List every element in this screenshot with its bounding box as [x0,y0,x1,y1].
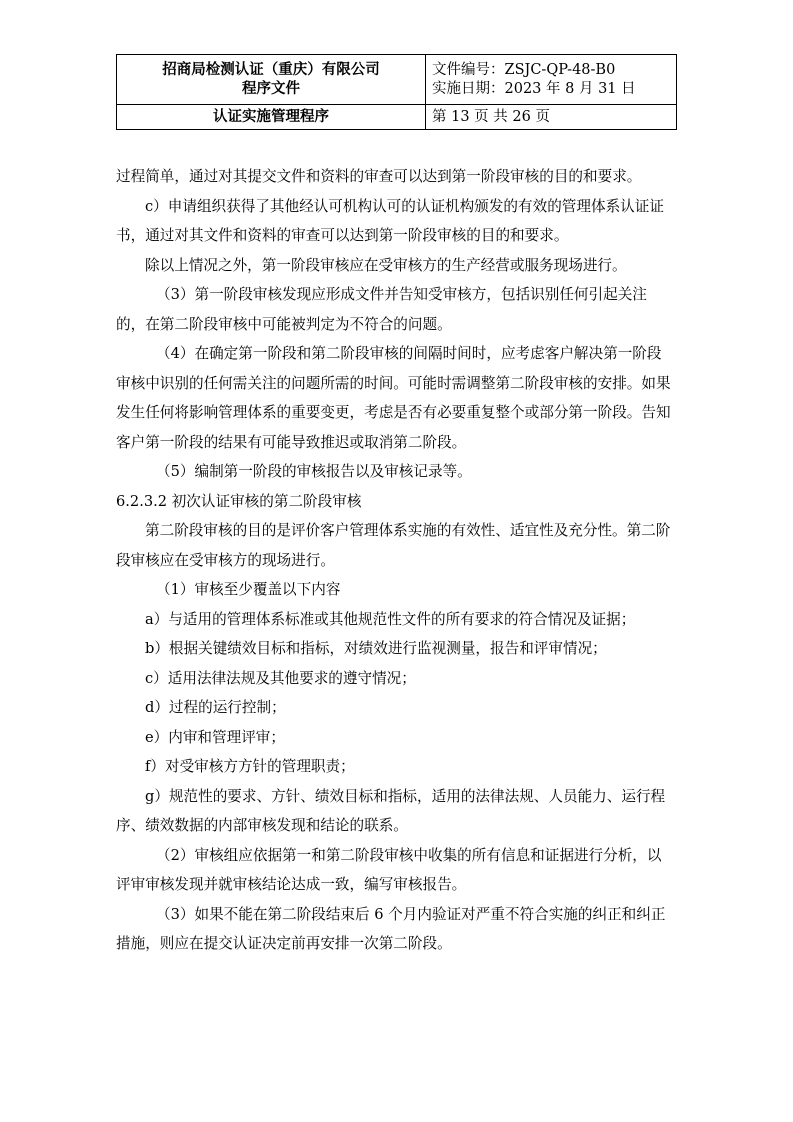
paragraph: （3）如果不能在第二阶段结束后 6 个月内验证对严重不符合实施的纠正和纠正措施，则应在提交认证决定前再安排一次第二阶段。 [116,905,666,952]
paragraph: （2）审核组应依据第一和第二阶段审核中收集的所有信息和证据进行分析，以评审审核发现并就审核结论达成一致，编写审核报告。 [116,846,662,893]
list-item: f）对受审核方方针的管理职责； [145,758,355,775]
list-item: a）与适用的管理体系标准或其他规范性文件的所有要求的符合情况及证据； [145,610,636,628]
list-item: e）内审和管理评审； [145,728,285,746]
paragraph: 过程简单，通过对其提交文件和资料的审查可以达到第一阶段审核的目的和要求。 [116,168,642,185]
page-number: 第 13 页 共 26 页 [426,105,677,130]
list-item: c）适用法律法规及其他要求的遵守情况； [145,669,416,687]
implementation-date: 实施日期：2023 年 8 月 31 日 [432,80,636,97]
paragraph: 除以上情况之外，第一阶段审核应在受审核方的生产经营或服务现场进行。 [145,256,627,274]
paragraph: c）申请组织获得了其他经认可机构认可的认证机构颁发的有效的管理体系认证证书，通过对其文件和资料的审查可以达到第一阶段审核的目的和要求。 [116,197,664,244]
document-header-table [116,54,677,130]
list-item: d）过程的运行控制； [145,699,286,716]
document-title: 认证实施管理程序 [117,105,426,130]
company-cell [117,55,426,105]
paragraph: （1）审核至少覆盖以下内容 [156,581,341,598]
list-item: b）根据关键绩效目标和指标，对绩效进行监视测量，报告和评审情况； [145,640,607,657]
paragraph: （4）在确定第一阶段和第二阶段审核的间隔时间时，应考虑客户解决第一阶段审核中识别的任何需关注的问题所需的时间。可能时需调整第二阶段审核的安排。如果发生任何将影响管理体系的重要变更，考虑是否有必要重复整个或部分第一阶段。告知客户第一阶段的结果有可能导致推迟或取消第二阶段。 [116,345,671,451]
section-heading: 6.2.3.2 初次认证审核的第二阶段审核 [116,492,362,510]
company-name: 招商局检测认证（重庆）有限公司 [162,61,380,78]
doc-info-cell [426,55,677,105]
document-body [116,162,676,959]
document-number: 文件编号：ZSJC-QP-48-B0 [432,61,616,78]
paragraph: （5）编制第一阶段的审核报告以及审核记录等。 [156,463,472,480]
paragraph: 第二阶段审核的目的是评价客户管理体系实施的有效性、适宜性及充分性。第二阶段审核应在受审核方的现场进行。 [116,522,671,569]
document-type: 程序文件 [242,80,300,97]
list-item: g）规范性的要求、方针、绩效目标和指标，适用的法律法规、人员能力、运行程序、绩效数据的内部审核发现和结论的联系。 [116,787,666,834]
paragraph: （3）第一阶段审核发现应形成文件并告知受审核方，包括识别任何引起关注的，在第二阶段审核中可能被判定为不符合的问题。 [116,286,647,333]
